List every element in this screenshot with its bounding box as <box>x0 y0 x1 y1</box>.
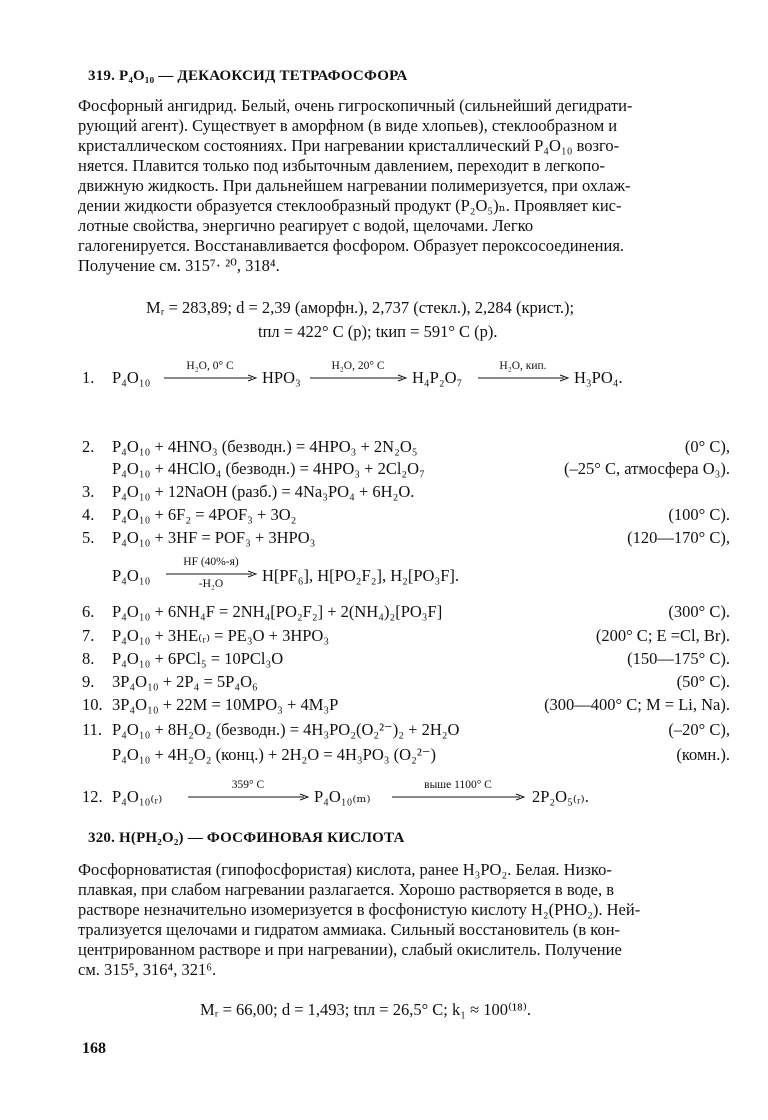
reaction-number: 9. <box>82 672 95 691</box>
reaction-condition: (150—175° C). <box>627 649 730 668</box>
species: P₄O₁₀₍ₘ₎ <box>314 787 371 806</box>
reaction-arrow <box>162 360 258 390</box>
reaction-arrow <box>186 779 310 809</box>
reaction-number: 3. <box>82 482 95 501</box>
species: P₄O₁₀ <box>112 566 151 585</box>
text-line: дении жидкости образуется стеклообразный продукт (P₂O₅)ₙ. Проявляет кис- <box>78 196 622 215</box>
reaction-number: 4. <box>82 505 95 524</box>
page-number: 168 <box>82 1040 106 1057</box>
species: 2P₂O₅₍ᵣ₎. <box>532 787 589 806</box>
reaction-number: 8. <box>82 649 95 668</box>
arrow-condition: 359° C <box>231 779 265 791</box>
reaction-arrow <box>476 360 570 390</box>
reaction-number: 7. <box>82 626 95 645</box>
section-319-title: 319. P₄O₁₀ — ДЕКАОКСИД ТЕТРАФОСФОРА <box>88 68 408 84</box>
reaction-equation: P₄O₁₀ + 4HClO₄ (безводн.) = 4HPO₃ + 2Cl₂O₇ <box>112 459 425 478</box>
species: H₄P₂O₇ <box>412 368 463 387</box>
reaction-number: 11. <box>82 720 103 739</box>
section-320-description <box>78 860 730 980</box>
reaction-condition: (50° C). <box>676 672 730 691</box>
reaction-condition: (–20° C), <box>668 720 730 739</box>
properties-line-1: Mᵣ = 283,89; d = 2,39 (аморфн.), 2,737 (стекл.), 2,284 (крист.); <box>146 298 575 317</box>
reaction-equation: 3P₄O₁₀ + 22M = 10MPO₃ + 4M₃P <box>112 695 339 714</box>
reaction-condition: (–25° C, атмосфера O₃). <box>564 459 730 478</box>
text-line: трализуется щелочами и гидратом аммиака. Сильный восстановитель (в кон- <box>78 920 621 939</box>
reaction-condition: (0° C), <box>684 437 730 456</box>
right-arrow-icon <box>390 793 526 801</box>
reaction-arrow <box>308 360 408 390</box>
text-line: лотные свойства, энергично реагирует с водой, щелочами. Легко <box>78 216 534 235</box>
reaction-equation: P₄O₁₀ + 6PCl₅ = 10PCl₃O <box>112 649 284 668</box>
arrow-condition: HF (40%-я) <box>183 556 239 568</box>
reaction-number: 2. <box>82 437 95 456</box>
right-arrow-icon <box>162 374 258 382</box>
text-line: кристаллическом состояниях. При нагревании кристаллический P₄O₁₀ возго- <box>78 136 620 155</box>
right-arrow-icon <box>308 374 408 382</box>
text-line: Фосфорный ангидрид. Белый, очень гигроскопичный (сильнейший дегидрати- <box>78 96 633 115</box>
species: HPO₃ <box>262 368 301 387</box>
reaction-number: 1. <box>82 368 95 387</box>
species: H₃PO₄. <box>574 368 623 387</box>
arrow-condition-below: -H₂O <box>198 578 224 590</box>
reaction-equation: P₄O₁₀ + 4HNO₃ (безводн.) = 4HPO₃ + 2N₂O₅ <box>112 437 418 456</box>
section-319-description <box>78 96 730 276</box>
text-line: растворе незначительно изомеризуется в фосфонистую кислоту H₂(PHO₂). Ней- <box>78 900 641 919</box>
reaction-equation: P₄O₁₀ + 3HF = POF₃ + 3HPO₃ <box>112 528 316 547</box>
text-line: няется. Плавится только под избыточным давлением, переходит в легкопо- <box>78 156 605 175</box>
section-320-title: 320. H(PH₂O₂) — ФОСФИНОВАЯ КИСЛОТА <box>88 830 405 846</box>
properties-line: Mᵣ = 66,00; d = 1,493; tпл = 26,5° C; k₁ ≈ 100⁽¹⁸⁾. <box>200 1000 531 1019</box>
reaction-equation: 3P₄O₁₀ + 2P₄ = 5P₄O₆ <box>112 672 258 691</box>
text-line: центрированном растворе и при нагревании), слабый окислитель. Получение <box>78 940 622 959</box>
reaction-equation: P₄O₁₀ + 12NaOH (разб.) = 4Na₃PO₄ + 6H₂O. <box>112 482 415 501</box>
reaction-5b-chain <box>112 556 632 596</box>
reaction-equation: P₄O₁₀ + 8H₂O₂ (безводн.) = 4H₃PO₂(O₂²⁻)₂ + 2H₂O <box>112 720 460 739</box>
species: P₄O₁₀ <box>112 368 151 387</box>
reaction-equation: P₄O₁₀ + 3HE₍ᵣ₎ = PE₃O + 3HPO₃ <box>112 626 330 645</box>
reaction-condition: (200° C; E =Cl, Br). <box>595 626 730 645</box>
reaction-number: 10. <box>82 695 103 714</box>
reaction-equation: P₄O₁₀ + 6NH₄F = 2NH₄[PO₂F₂] + 2(NH₄)₂[PO₃F] <box>112 602 443 621</box>
text-line: движную жидкость. При дальнейшем нагревании полимеризуется, при охлаж- <box>78 176 631 195</box>
reaction-equation: P₄O₁₀ + 4H₂O₂ (конц.) + 2H₂O = 4H₃PO₃ (O₂²⁻) <box>112 745 436 764</box>
text-line: Фосфорноватистая (гипофосфористая) кислота, ранее H₃PO₂. Белая. Низко- <box>78 860 612 879</box>
reaction-condition: (комн.). <box>676 745 730 764</box>
reaction-number: 5. <box>82 528 95 547</box>
text-line: Получение см. 315⁷· ²⁰, 318⁴. <box>78 256 280 275</box>
reaction-arrow <box>390 779 526 809</box>
reaction-number: 12. <box>82 787 103 806</box>
reaction-condition: (300° C). <box>668 602 730 621</box>
text-line: плавкая, при слабом нагревании разлагается. Хорошо растворяется в воде, в <box>78 880 615 899</box>
text-line: см. 315⁵, 316⁴, 321⁶. <box>78 960 217 979</box>
arrow-condition: выше 1100° C <box>424 779 492 791</box>
species: H[PF₆], H[PO₂F₂], H₂[PO₃F]. <box>262 566 459 585</box>
text-line: галогенируется. Восстанавливается фосфором. Образует пероксосоединения. <box>78 236 625 255</box>
reaction-number: 6. <box>82 602 95 621</box>
reaction-arrow <box>164 556 258 596</box>
properties-line-2: tпл = 422° C (p); tкип = 591° C (p). <box>258 322 498 341</box>
right-arrow-icon <box>164 570 258 578</box>
reaction-condition: (300—400° C; M = Li, Na). <box>544 695 730 714</box>
reaction-condition: (100° C). <box>668 505 730 524</box>
reaction-12-chain <box>112 779 632 809</box>
arrow-condition: H₂O, 20° C <box>331 360 385 372</box>
reaction-condition: (120—170° C), <box>627 528 730 547</box>
reaction-1-chain <box>112 360 672 390</box>
reaction-equation: P₄O₁₀ + 6F₂ = 4POF₃ + 3O₂ <box>112 505 297 524</box>
arrow-condition: H₂O, кип. <box>499 360 547 372</box>
right-arrow-icon <box>186 793 310 801</box>
arrow-condition: H₂O, 0° C <box>186 360 234 372</box>
right-arrow-icon <box>476 374 570 382</box>
species: P₄O₁₀₍ᵣ₎ <box>112 787 163 806</box>
text-line: рующий агент). Существует в аморфном (в виде хлопьев), стеклообразном и <box>78 116 618 135</box>
